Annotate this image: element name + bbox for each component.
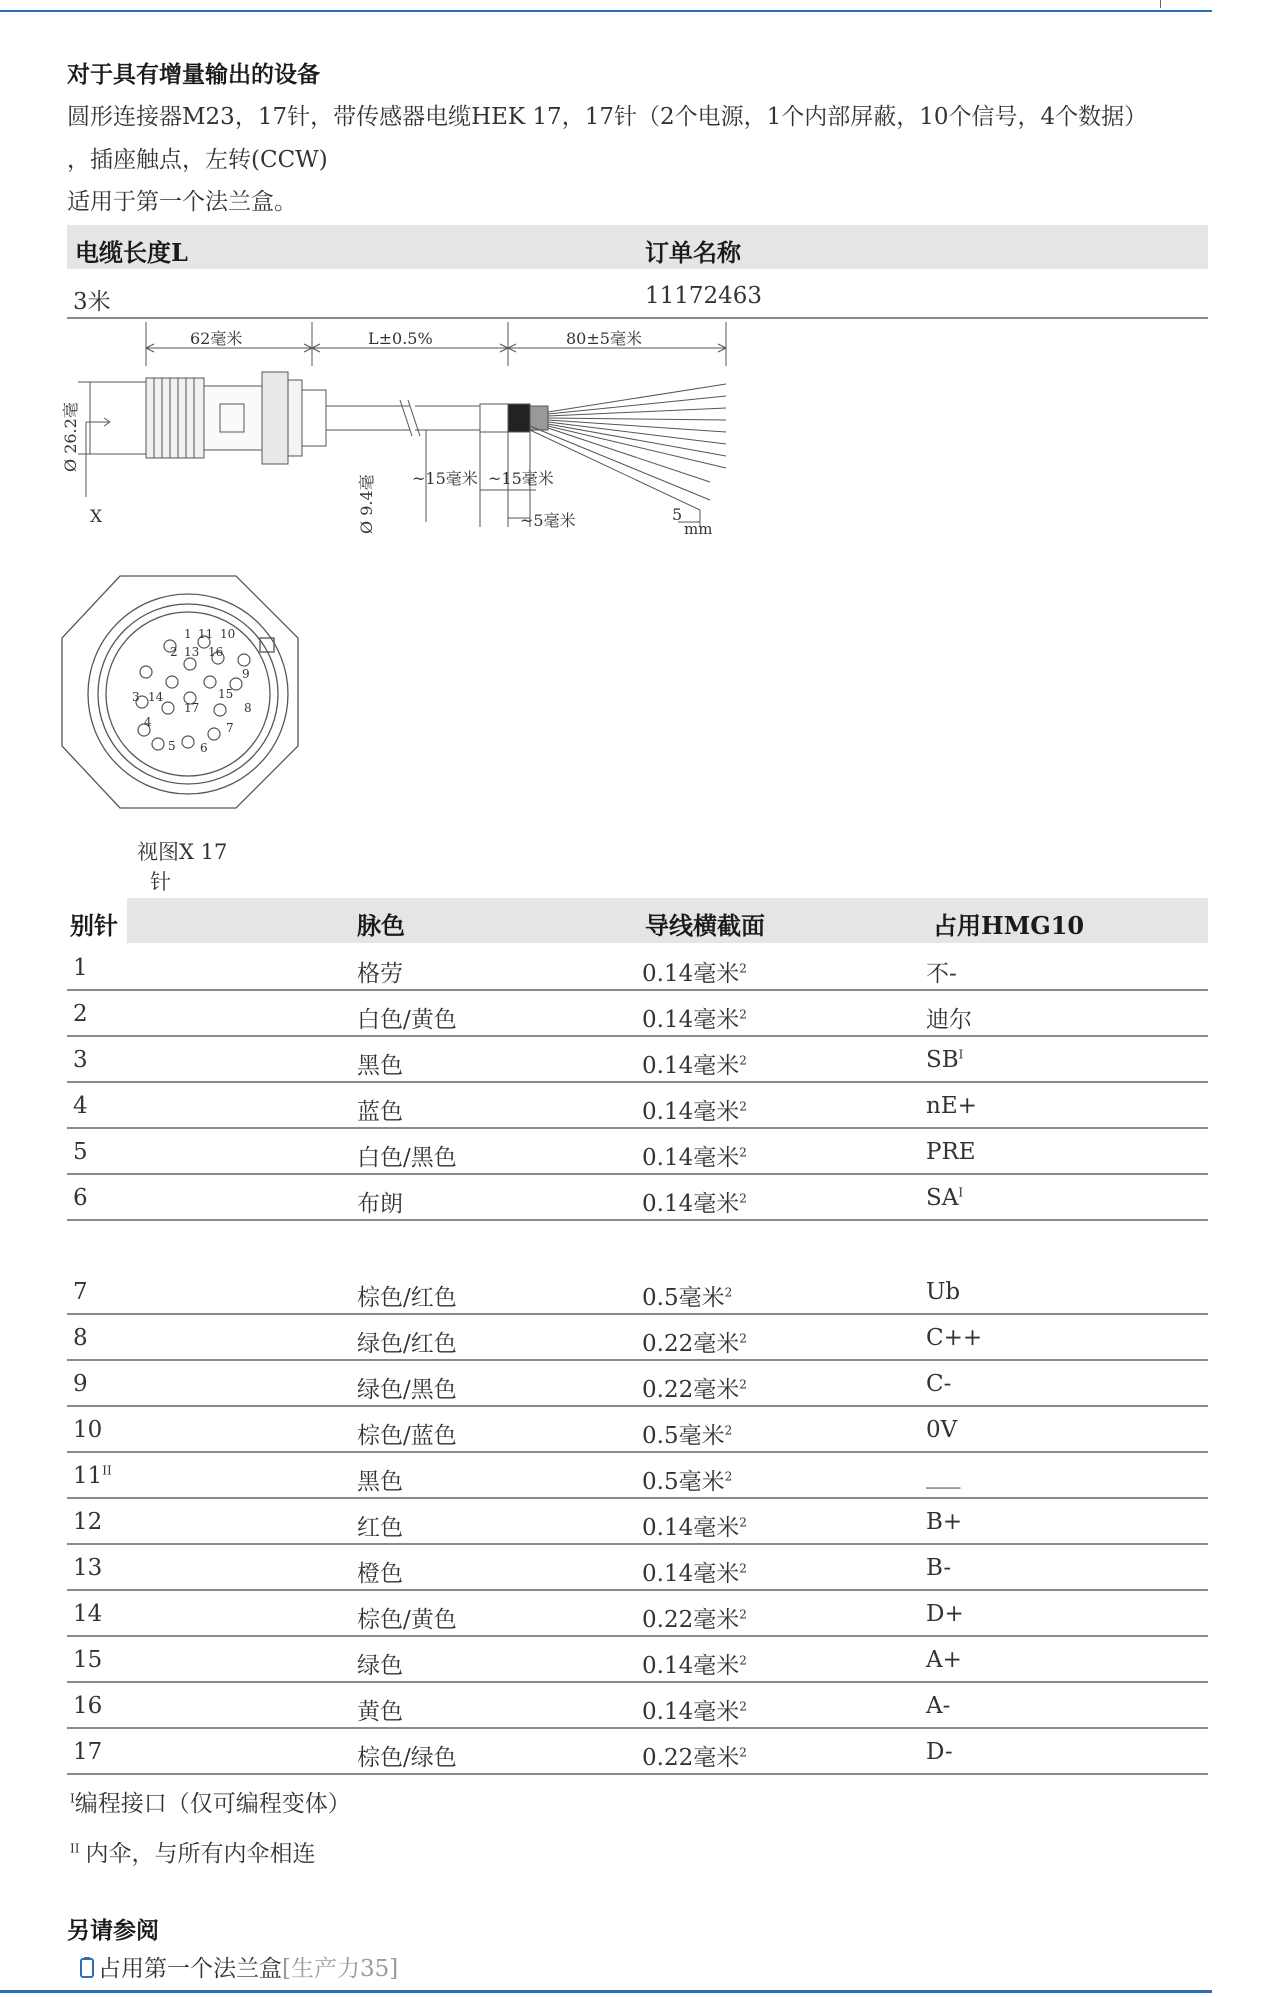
wire-section-sup: 2 <box>739 1331 747 1346</box>
wire-section-text: 0.14毫米 <box>642 1099 740 1125</box>
pin-usage-text: A+ <box>926 1647 962 1673</box>
pin-usage-text: B- <box>926 1555 952 1581</box>
table-row-divider <box>67 1543 1208 1545</box>
section-heading: 对于具有增量输出的设备 <box>67 61 320 88</box>
order-number-value: 11172463 <box>645 283 763 309</box>
wire-section-text: 0.5毫米 <box>642 1285 725 1311</box>
pin-label-11: 11 <box>198 627 214 641</box>
pin-number-text: 12 <box>73 1509 103 1535</box>
wire-section <box>642 1139 747 1172</box>
order-length-value: 3米 <box>73 289 111 315</box>
pin-number <box>73 1463 112 1489</box>
footnote-1 <box>70 1785 351 1818</box>
view-caption-line-1: 视图X 17 <box>137 840 228 864</box>
pin-number <box>73 1647 102 1673</box>
pin-number <box>73 1509 102 1535</box>
pin-number <box>73 1001 88 1027</box>
pin-usage <box>926 1417 957 1443</box>
pin-number <box>73 1279 88 1305</box>
pin-number-text: 13 <box>73 1555 103 1581</box>
footnote-2-mark: II <box>70 1841 80 1856</box>
pin-usage <box>926 1693 950 1719</box>
wire-section-sup: 2 <box>739 1099 747 1114</box>
wire-section-sup: 2 <box>724 1423 733 1438</box>
pin-usage-text: A- <box>926 1693 951 1719</box>
pin-usage <box>926 1647 962 1673</box>
wire-section <box>642 1601 747 1634</box>
pin-usage-text: SA <box>926 1185 959 1211</box>
wire-section <box>642 1185 747 1218</box>
wire-section <box>642 955 747 988</box>
pin-usage-text: ___ <box>926 1463 961 1489</box>
pin-usage <box>926 1509 962 1535</box>
pin-label-2: 2 <box>170 645 178 659</box>
footnote-1-text: 编程接口（仅可编程变体） <box>74 1791 351 1817</box>
table-row-divider <box>67 1127 1208 1129</box>
wire-color: 格劳 <box>357 961 403 987</box>
pin-number <box>73 1739 102 1765</box>
wire-section-text: 0.14毫米 <box>642 1053 740 1079</box>
pin-usage <box>926 955 957 988</box>
wire-section-text: 0.14毫米 <box>642 1145 740 1171</box>
pin-number-text: 4 <box>73 1093 88 1119</box>
pin-usage-text: 0V <box>926 1417 958 1443</box>
pin-usage <box>926 1047 963 1073</box>
wire-color: 白色/黄色 <box>357 1007 457 1033</box>
table-row-divider <box>67 1681 1208 1683</box>
pin-header-color: 脉色 <box>357 911 405 940</box>
wire-section-text: 0.22毫米 <box>642 1607 740 1633</box>
pin-number-text: 15 <box>73 1647 103 1673</box>
pin-label-1: 1 <box>184 627 192 641</box>
description-line-3: 适用于第一个法兰盒。 <box>67 189 297 215</box>
wire-section <box>642 1001 747 1034</box>
pin-usage <box>926 1185 963 1211</box>
wire-section-text: 0.5毫米 <box>642 1423 725 1449</box>
pin-usage-text: Ub <box>926 1279 961 1305</box>
dim-5-label: ~5毫米 <box>520 511 576 530</box>
table-row-divider <box>67 1173 1208 1175</box>
wire-color: 黄色 <box>357 1699 403 1725</box>
pin-usage-sup: I <box>958 1185 964 1200</box>
pin-number-text: 10 <box>73 1417 103 1443</box>
wire-section-text: 0.22毫米 <box>642 1745 740 1771</box>
table-row-divider <box>67 1773 1208 1775</box>
description-line-1: 圆形连接器M23，17针，带传感器电缆HEK 17，17针（2个电源，1个内部屏蔽，10个信号，4个数据） <box>67 104 1148 130</box>
wire-section <box>642 1509 747 1542</box>
wire-color: 白色/黑色 <box>357 1145 457 1171</box>
wire-section <box>642 1739 747 1772</box>
wire-section-text: 0.5毫米 <box>642 1469 725 1495</box>
wire-section-sup: 2 <box>724 1285 733 1300</box>
pin-usage-sup: I <box>958 1047 964 1062</box>
pin-usage-text: 迪尔 <box>926 1007 972 1033</box>
connector-face-view <box>60 574 320 810</box>
pin-number-text: 5 <box>73 1139 88 1165</box>
pin-header-use: 占用HMG10 <box>933 911 1085 940</box>
pin-number <box>73 1185 88 1211</box>
table-row-divider <box>67 1035 1208 1037</box>
top-rule <box>0 10 1212 12</box>
wire-section-sup: 2 <box>739 1745 747 1760</box>
pin-usage <box>926 1325 982 1351</box>
order-header-length: 电缆长度L <box>75 238 188 267</box>
pin-label-15: 15 <box>218 687 234 701</box>
pin-usage <box>926 1001 972 1034</box>
wire-section <box>642 1417 732 1450</box>
wire-color: 橙色 <box>357 1561 403 1587</box>
pin-usage <box>926 1139 976 1165</box>
wire-section <box>642 1047 747 1080</box>
wire-section-sup: 2 <box>739 1145 747 1160</box>
see-also-title: 另请参阅 <box>67 1917 159 1944</box>
wire-color: 蓝色 <box>357 1099 403 1125</box>
pin-usage <box>926 1555 951 1581</box>
see-also-link[interactable] <box>80 1950 398 1983</box>
pin-label-6: 6 <box>200 741 208 755</box>
pin-header-pin: 别针 <box>70 911 118 940</box>
wire-color: 棕色/红色 <box>357 1285 457 1311</box>
order-header-name: 订单名称 <box>645 238 741 267</box>
table-row-divider <box>67 1635 1208 1637</box>
bottom-rule <box>0 1990 1212 1993</box>
wire-section <box>642 1279 732 1312</box>
pin-label-4: 4 <box>144 715 152 729</box>
wire-section <box>642 1093 747 1126</box>
pin-label-14: 14 <box>148 690 164 704</box>
pin-header-section: 导线横截面 <box>645 911 765 940</box>
see-also-link-ref[interactable]: [生产力35] <box>282 1956 399 1982</box>
wire-section-text: 0.14毫米 <box>642 1699 740 1725</box>
pin-number <box>73 1693 102 1719</box>
pin-label-17: 17 <box>184 701 200 715</box>
pin-usage-text: SB <box>926 1047 959 1073</box>
pin-number-sup: II <box>102 1463 112 1478</box>
table-row-divider <box>67 1359 1208 1361</box>
wire-color: 绿色 <box>357 1653 403 1679</box>
wire-section <box>642 1325 747 1358</box>
table-row-divider <box>67 1589 1208 1591</box>
pin-number <box>73 1555 102 1581</box>
pin-number <box>73 1139 88 1165</box>
footnote-2-text: 内伞，与所有内伞相连 <box>85 1841 316 1867</box>
footnote-1-mark: I <box>70 1791 75 1806</box>
wire-section-sup: 2 <box>739 1053 747 1068</box>
table-row-divider <box>67 989 1208 991</box>
pin-usage-text: D- <box>926 1739 953 1765</box>
wire-color: 棕色/黄色 <box>357 1607 457 1633</box>
pin-label-3: 3 <box>132 690 140 704</box>
wire-color: 绿色/红色 <box>357 1331 457 1357</box>
pin-number <box>73 955 88 981</box>
view-caption-line-2: 针 <box>150 870 171 894</box>
wire-color: 棕色/蓝色 <box>357 1423 457 1449</box>
order-row-divider <box>67 317 1208 319</box>
pin-usage-text: B+ <box>926 1509 963 1535</box>
pin-usage <box>926 1463 961 1489</box>
wire-section <box>642 1693 747 1726</box>
pin-number <box>73 1047 88 1073</box>
footnote-2 <box>70 1835 315 1868</box>
pin-number <box>73 1371 88 1397</box>
wire-section-text: 0.14毫米 <box>642 1653 740 1679</box>
order-table-header <box>67 225 1208 269</box>
wire-color: 黑色 <box>357 1469 403 1495</box>
wire-section-text: 0.14毫米 <box>642 1007 740 1033</box>
wire-color: 红色 <box>357 1515 403 1541</box>
wire-section-sup: 2 <box>739 1699 747 1714</box>
pin-usage <box>926 1601 964 1627</box>
dim-62-label: 62毫米 <box>190 329 243 348</box>
pin-number-text: 1 <box>73 955 88 981</box>
dim-5mm-unit: mm <box>684 520 713 538</box>
pin-label-7: 7 <box>226 721 234 735</box>
wire-section-text: 0.22毫米 <box>642 1377 740 1403</box>
pin-usage-text: nE+ <box>926 1093 977 1119</box>
pin-label-8: 8 <box>244 701 252 715</box>
wire-section-sup: 2 <box>724 1469 733 1484</box>
x-view-label: X <box>90 507 103 527</box>
wire-section-sup: 2 <box>739 1191 747 1206</box>
pin-number <box>73 1417 102 1443</box>
table-row-divider <box>67 1081 1208 1083</box>
wire-color: 黑色 <box>357 1053 403 1079</box>
table-row-divider <box>67 1497 1208 1499</box>
wire-section <box>642 1555 747 1588</box>
see-also-link-text[interactable]: 占用第一个法兰盒 <box>98 1956 282 1982</box>
wire-color: 棕色/绿色 <box>357 1745 457 1771</box>
pin-usage-text: PRE <box>926 1139 976 1165</box>
wire-color: 绿色/黑色 <box>357 1377 457 1403</box>
wire-section-text: 0.22毫米 <box>642 1331 740 1357</box>
pin-number-text: 9 <box>73 1371 88 1397</box>
table-row-divider <box>67 1313 1208 1315</box>
dim-15a-label: ~15毫米 <box>412 469 478 488</box>
dim-L-label: L±0.5% <box>368 329 433 348</box>
pin-usage-text: C- <box>926 1371 952 1397</box>
wire-section-sup: 2 <box>739 961 747 976</box>
wire-section-sup: 2 <box>739 1653 747 1668</box>
pin-number <box>73 1093 88 1119</box>
pin-usage <box>926 1093 977 1119</box>
wire-section-text: 0.14毫米 <box>642 1515 740 1541</box>
table-row-divider <box>67 1451 1208 1453</box>
pin-number-text: 3 <box>73 1047 88 1073</box>
table-row-divider <box>67 1219 1208 1221</box>
pin-usage <box>926 1279 960 1305</box>
wire-section-sup: 2 <box>739 1377 747 1392</box>
table-row-divider <box>67 1405 1208 1407</box>
pin-number-text: 6 <box>73 1185 88 1211</box>
pin-label-5: 5 <box>168 739 176 753</box>
dim-5mm-number: 5 <box>672 505 683 524</box>
pin-label-16: 16 <box>208 645 224 659</box>
table-row-divider <box>67 1727 1208 1729</box>
dim-15b-label: ~15毫米 <box>488 469 554 488</box>
pin-number-text: 16 <box>73 1693 103 1719</box>
pin-number <box>73 1325 88 1351</box>
wire-section-sup: 2 <box>739 1561 747 1576</box>
wire-section <box>642 1463 732 1496</box>
wire-section-text: 0.14毫米 <box>642 961 740 987</box>
pin-label-13: 13 <box>184 645 200 659</box>
pin-number-text: 11 <box>73 1463 103 1489</box>
wire-section-text: 0.14毫米 <box>642 1561 740 1587</box>
corner-mark <box>1148 0 1161 8</box>
wire-section <box>642 1647 747 1680</box>
wire-section-text: 0.14毫米 <box>642 1191 740 1217</box>
pin-usage-text: C++ <box>926 1325 983 1351</box>
pin-number-text: 2 <box>73 1001 88 1027</box>
wire-section <box>642 1371 747 1404</box>
pin-number <box>73 1601 102 1627</box>
dim-80-label: 80±5毫米 <box>566 329 642 348</box>
pin-usage <box>926 1371 951 1397</box>
pin-usage-text: D+ <box>926 1601 964 1627</box>
description-line-2: ，插座触点，左转(CCW) <box>67 147 328 173</box>
pin-label-10: 10 <box>220 627 236 641</box>
pin-number-text: 14 <box>73 1601 103 1627</box>
pin-label-9: 9 <box>242 667 250 681</box>
wire-color: 布朗 <box>357 1191 403 1217</box>
dia-9-label: Ø 9.4毫 <box>357 474 376 534</box>
pin-number-text: 8 <box>73 1325 88 1351</box>
wire-section-sup: 2 <box>739 1607 747 1622</box>
wire-section-sup: 2 <box>739 1007 747 1022</box>
document-icon <box>80 1957 94 1979</box>
pin-usage <box>926 1739 953 1765</box>
cable-drawing <box>60 322 760 544</box>
pin-usage-text: 不- <box>926 961 957 987</box>
wire-section-sup: 2 <box>739 1515 747 1530</box>
pin-number-text: 7 <box>73 1279 88 1305</box>
dia-26-label: Ø 26.2毫 <box>61 402 80 472</box>
pin-number-text: 17 <box>73 1739 103 1765</box>
